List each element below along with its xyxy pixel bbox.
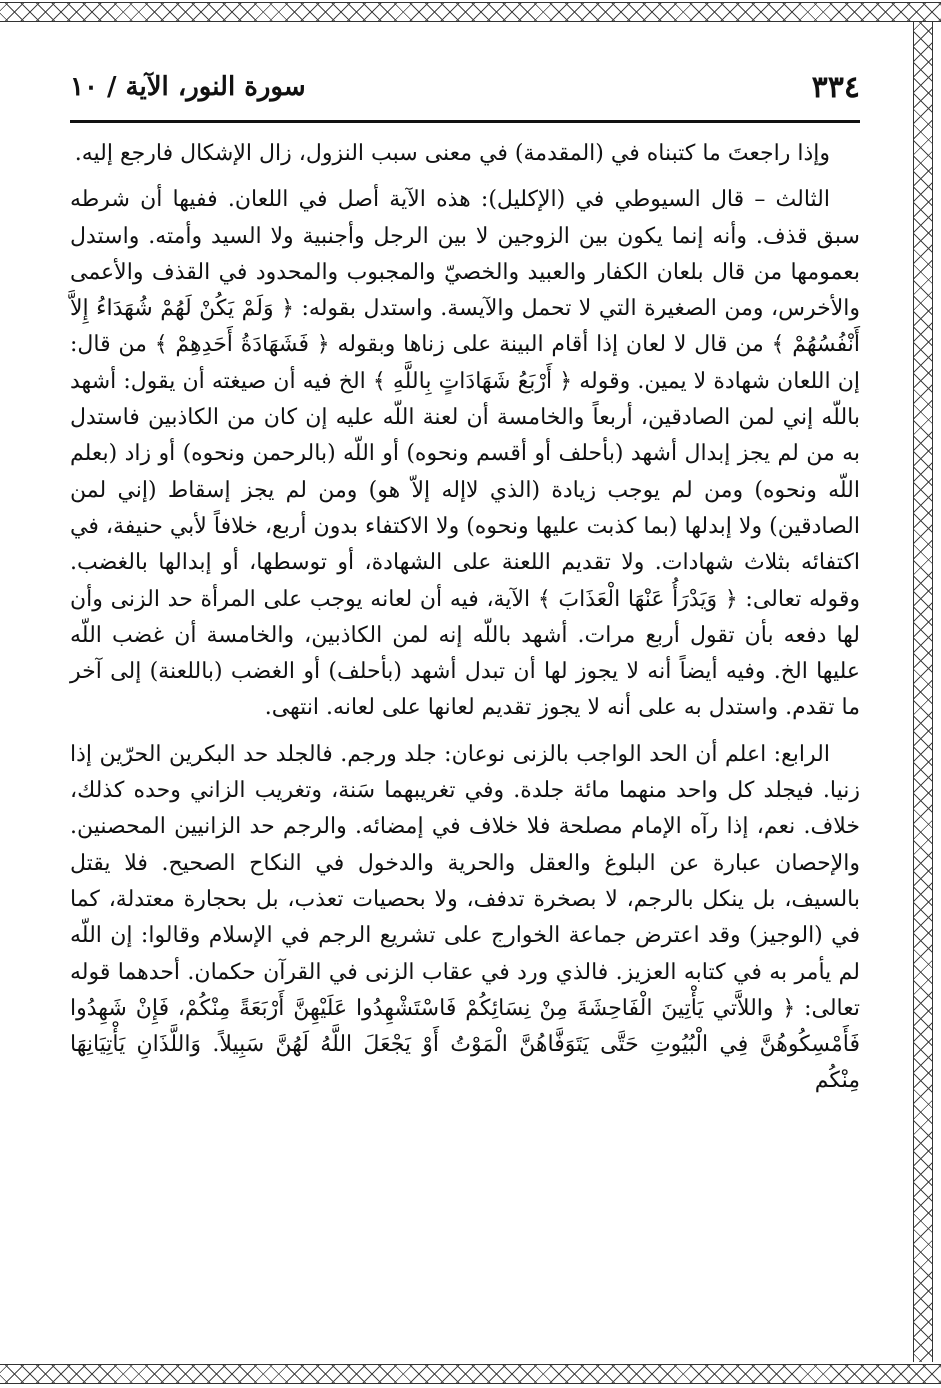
page-number: ٣٣٤ [811, 69, 860, 105]
paragraph-intro: وإذا راجعتَ ما كتبناه في (المقدمة) في معنى سبب النزول، زال الإشكال فارجع إليه. [74, 141, 830, 166]
paragraph-fourth: الرابع: اعلم أن الحد الواجب بالزنى نوعان: جلد ورجم. فالجلد حد البكرين الحرّين إذا زنيا. فيجلد كل واحد منهما مائة جلدة. وفي تغريبهما سَنة، وتغريب الزاني وحده كذلك، خلاف. نعم، إذا رآه الإمام مصلحة فلا خلاف في إمضائه. والرجم حد الزانيين المحصنين. والإحصان عبارة عن البلوغ والعقل والحرية والدخول في النكاح الصحيح. فلا يقتل بالسيف، بل ينكل بالرجم، لا بصخرة تدفف، ولا بحصيات تعذب، بل بحجارة معتدلة، كما في (الوجيز) وقد اعترض جماعة الخوارج على تشريع الرجم في الإسلام وقالوا: إن اللّه لم يأمر به في كتابه العزيز. فالذي ورد في عقاب الزنى في القرآن حكمان. أحدهما قوله تعالى: ﴿ واللاَّتي يَأْتِينَ الْفَاحِشَةَ مِنْ نِسَائِكُمْ فَاسْتَشْهِدُوا عَلَيْهِنَّ أَرْبَعَةً مِنْكُمْ، فَإِنْ شَهِدُوا فَأَمْسِكُوهُنَّ فِي الْبُيُوتِ حَتَّى يَتَوَفَّاهُنَّ الْمَوْتُ أَوْ يَجْعَلَ اللَّهُ لَهُنَّ سَبِيلاً. وَاللَّذَانِ يَأْتِيَانِهَا مِنْكُم [70, 741, 860, 1094]
paragraph-third: الثالث – قال السيوطي في (الإكليل): هذه الآية أصل في اللعان. ففيها أن شرطه سبق قذف. وأنه إنما يكون بين الزوجين لا بين الرجل وأجنبية ولا السيد وأمته. واستدل بعمومها من قال بلعان الكفار والعبيد والخصيّ والمجبوب والمحدود في القذف والأعمى والأخرس، ومن الصغيرة التي لا تحمل والآيسة. واستدل بقوله: ﴿ وَلَمْ يَكُنْ لَهُمْ شُهَدَاءُ إِلاَّ أَنْفُسُهُمْ ﴾ من قال لا لعان إذا أقام البينة على زناها وبقوله ﴿ فَشَهَادَةُ أَحَدِهِمْ ﴾ من قال: إن اللعان شهادة لا يمين. وقوله ﴿ أَرْبَعُ شَهَادَاتٍ بِاللَّهِ ﴾ الخ فيه أن صيغته أن يقول: أشهد باللّه إني لمن الصادقين، أربعاً والخامسة أن لعنة اللّه عليه إن كان من الكاذبين فاستدل به من لم يجز إبدال أشهد (بأحلف أو أقسم ونحوه) أو اللّه (بالرحمن ونحوه) أو زاد (بعلم اللّه ونحوه) ومن لم يوجب زيادة (الذي لاإله إلاّ هو) ومن لم يجز إسقاط (إني لمن الصادقين) ولا إبدلها (بما كذبت عليها ونحوه) ولا الاكتفاء بدون أربع، خلافاً لأبي حنيفة، في اكتفائه بثلاث شهادات. ولا تقديم اللعنة على الشهادة، أو توسطها، أو إبدالها بالغضب. وقوله تعالى: ﴿ وَيَدْرَأُ عَنْهَا الْعَذَابَ ﴾ الآية، فيه أن لعانه يوجب على المرأة حد الزنى وأن لها دفعه بأن تقول أربع مرات. أشهد باللّه إنه لمن الكاذبين، والخامسة أن غضب اللّه عليها الخ. وفيه أيضاً أنه لا يجوز لها أن تبدل أشهد (بأحلف) أو الغضب (باللعنة) إلى آخر ما تقدم. واستدل به على أنه لا يجوز تقديم لعانها على لعانه. انتهى. [70, 187, 860, 721]
page-header [70, 62, 860, 112]
decorative-border-bottom [0, 1364, 941, 1384]
decorative-border-right [913, 22, 933, 1362]
running-title: سورة النور، الآية / ١٠ [70, 72, 306, 102]
page-body [70, 136, 860, 1356]
decorative-border-top [0, 2, 941, 22]
header-rule [70, 120, 860, 123]
